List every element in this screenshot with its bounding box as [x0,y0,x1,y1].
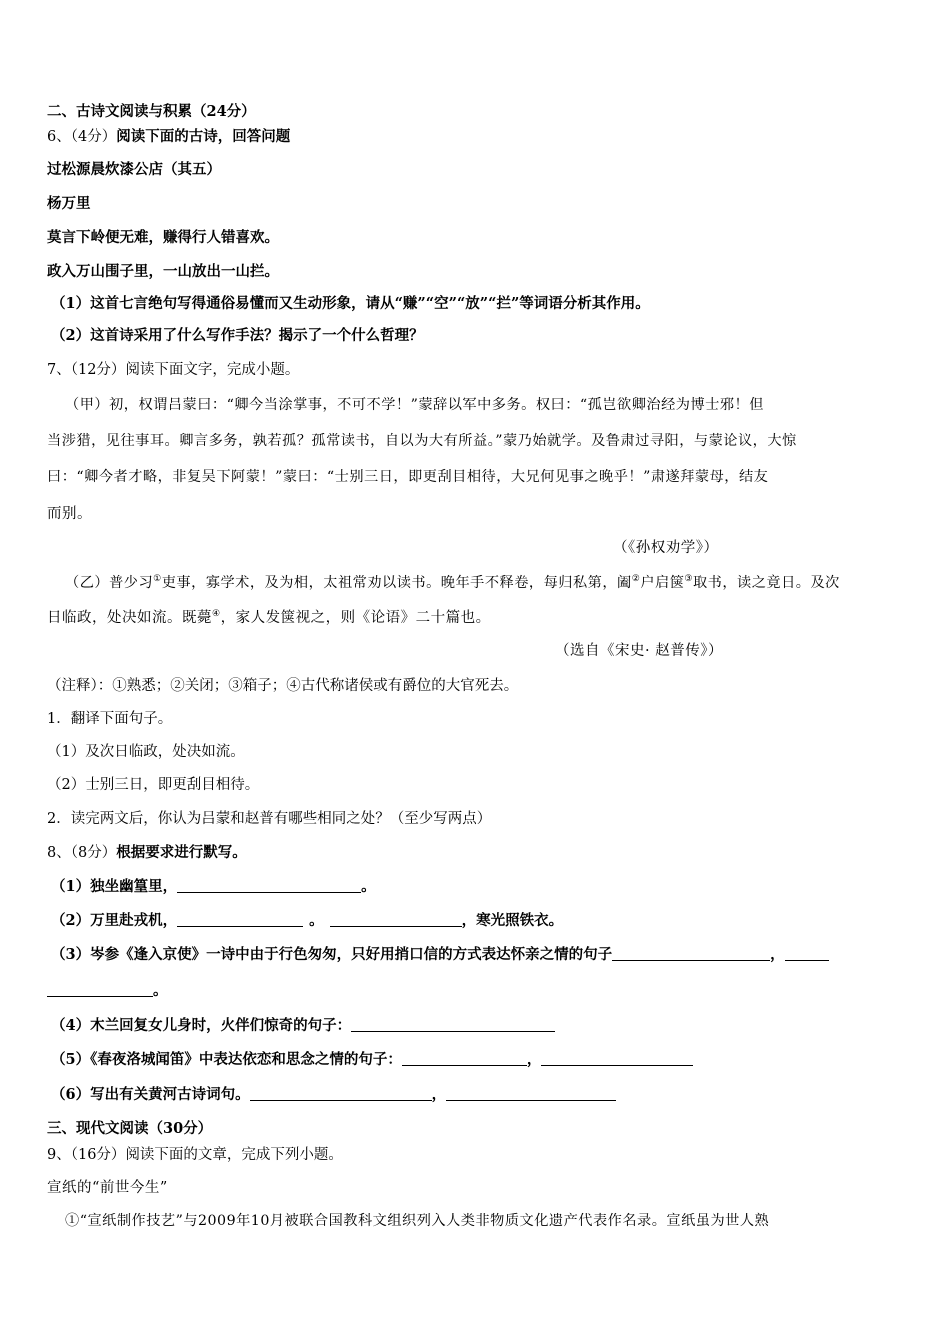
dictation-6 [51,1085,616,1105]
jia-line-4: 而别。 [47,506,92,522]
dictation-3-blank-1[interactable] [612,946,770,961]
note-marker-4: ④ [212,609,221,619]
dictation-1 [51,877,376,897]
q8-header [47,843,247,863]
note-marker-1: ① [153,574,162,584]
dictation-3-text: （3）岑参《逢入京使》一诗中由于行色匆匆，只好用捎口信的方式表达怀亲之情的句子 [51,946,613,963]
dictation-2-mid: 。 [309,912,324,929]
q8-score: （8分） [70,845,117,861]
dictation-6-text: （6）写出有关黄河古诗词句。 [51,1086,250,1103]
q9-header [47,1145,343,1165]
section3-heading: 三、现代文阅读（30分） [47,1120,213,1137]
poem-title: 过松源晨炊漆公店（其五） [47,161,221,178]
q9-score: （16分） [70,1147,126,1163]
q8-prompt: 根据要求进行默写。 [116,844,247,861]
dictation-2-blank-2[interactable] [330,912,462,927]
annotation: （注释）：①熟悉；②关闭；③箱子；④古代称诸侯或有爵位的大官死去。 [47,678,519,694]
q6-prompt: 阅读下面的古诗，回答问题 [116,128,291,145]
q9-prompt: 阅读下面的文章，完成下列小题。 [125,1147,343,1163]
article-title: 宣纸的“前世今生” [47,1180,168,1196]
jia-line-3: 曰：“卿今者才略，非复吴下阿蒙！”蒙曰：“士别三日，即更刮目相待，大兄何见事之晚乎！”肃遂拜蒙母，结友 [47,469,769,485]
dictation-6-blank-1[interactable] [250,1086,432,1101]
dictation-2-text: （2）万里赴戎机， [51,912,178,929]
yi-text-b: 吏事，寡学术，及为相，太祖常劝以读书。晚年手不释卷，每归私第，阖 [161,575,632,591]
jia-line-2: 当涉猎，见往事耳。卿言多务，孰若孤？孤常读书，自以为大有所益。”蒙乃始就学。及鲁肃过寻阳，与蒙论议，大惊 [47,433,797,449]
dictation-3-blank-2b[interactable] [47,982,153,997]
poem-line-1: 莫言下岭便无难，赚得行人错喜欢。 [47,229,279,246]
dictation-2-end: ，寒光照铁衣。 [461,912,564,929]
note-marker-2: ② [631,574,641,584]
poem-line-2: 政入万山围子里，一山放出一山拦。 [47,263,279,280]
dictation-4-blank[interactable] [351,1017,555,1032]
q7-score: （12分） [70,362,126,378]
q6-score: （4分） [70,129,117,145]
dictation-1-end: 。 [361,878,376,895]
jia-source: （《孙权劝学》） [613,540,719,556]
dictation-6-blank-2[interactable] [446,1086,616,1101]
q6-sub-2: （2）这首诗采用了什么写作手法？揭示了一个什么哲理？ [51,327,424,344]
dictation-3-end: 。 [153,982,168,999]
yi-text-c: 户启箧 [640,575,685,591]
yi-text-a: （乙）普少习 [65,575,154,591]
dictation-3-blank-2a[interactable] [785,946,829,961]
yi-text-f: ，家人发箧视之，则《论语》二十篇也。 [220,610,491,626]
dictation-6-comma: ， [431,1086,447,1103]
article-para-1: ①“宣纸制作技艺”与2009年10月被联合国教科文组织列入人类非物质文化遗产代表作名录。宣纸虽为世人熟 [65,1213,770,1229]
dictation-5-blank-1[interactable] [402,1051,527,1066]
q9-number: 9、 [47,1147,71,1163]
dictation-2 [51,911,563,931]
yi-line-1 [65,573,840,593]
yi-line-2 [47,608,491,628]
dictation-4-text: （4）木兰回复女儿身时，火伴们惊奇的句子： [51,1017,352,1034]
q7-prompt: 阅读下面文字，完成小题。 [125,362,300,378]
task-1-a: （1）及次日临政，处决如流。 [47,744,245,760]
note-marker-3: ③ [684,574,693,584]
q8-number: 8、 [47,845,71,861]
dictation-5-blank-2[interactable] [541,1051,693,1066]
q7-header [47,360,299,380]
jia-line-1: （甲）初，权谓吕蒙曰：“卿今当涂掌事，不可不学！”蒙辞以军中多务。权曰：“孤岂欲卿治经为博士邪！但 [65,397,764,413]
q6-header [47,127,290,147]
task-1-b: （2）士别三日，即更刮目相待。 [47,777,260,793]
dictation-1-blank[interactable] [177,878,361,893]
section2-heading: 二、古诗文阅读与积累（24分） [47,103,256,120]
dictation-1-text: （1）独坐幽篁里， [51,878,178,895]
dictation-3-comma: ， [770,946,785,963]
q6-number: 6、 [47,129,71,145]
yi-text-e: 日临政，处决如流。既薨 [47,610,212,626]
poem-author: 杨万里 [47,195,91,212]
dictation-5-text: （5）《春夜洛城闻笛》中表达依恋和思念之情的句子： [51,1051,402,1068]
q6-sub-1: （1）这首七言绝句写得通俗易懂而又生动形象，请从“赚”“空”“放”“拦”等词语分析其作用。 [51,295,650,312]
q7-number: 7、 [47,362,71,378]
dictation-5-comma: ， [526,1051,542,1068]
task-1: 1．翻译下面句子。 [47,711,173,727]
task-2: 2．读完两文后，你认为吕蒙和赵普有哪些相同之处？（至少写两点） [47,811,492,827]
dictation-5 [51,1050,693,1070]
dictation-3-cont [47,981,168,1001]
dictation-2-blank-1[interactable] [177,912,303,927]
dictation-4 [51,1016,555,1036]
dictation-3 [51,945,829,965]
yi-source: （选自《宋史· 赵普传》） [555,643,723,659]
yi-text-d: 取书，读之竟日。及次 [692,575,840,591]
